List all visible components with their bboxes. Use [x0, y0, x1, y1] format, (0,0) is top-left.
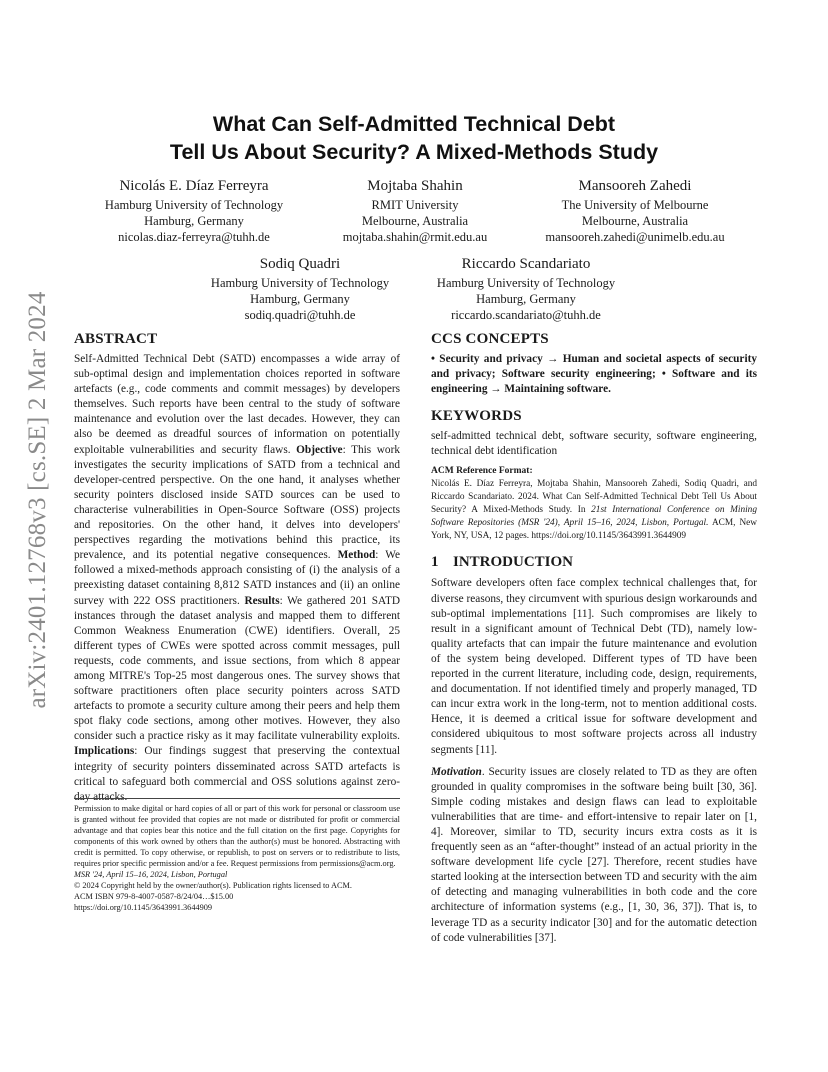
- author-affiliation: RMIT University: [371, 198, 459, 212]
- author-affiliation: Hamburg University of Technology: [210, 276, 390, 290]
- doi-link[interactable]: https://doi.org/10.1145/3643991.3644909: [74, 903, 213, 912]
- arxiv-identifier-stamp: arXiv:2401.12768v3 [cs.SE] 2 Mar 2024: [24, 291, 51, 709]
- author-name: Mansooreh Zahedi: [578, 178, 692, 194]
- author-block: [300, 176, 530, 245]
- title-line-2: Tell Us About Security? A Mixed-Methods Study: [169, 140, 659, 164]
- objective-label: Objective: [296, 443, 343, 456]
- keywords-text: self-admitted technical debt, software security, software engineering, technical debt identification: [431, 430, 757, 458]
- method-text: : We followed a mixed-methods approach consisting of (i) the analysis of a preexisting dataset containing 8,812 SATD instances and (ii) an online survey with 222 OSS practitioners.: [74, 549, 400, 607]
- author-affiliation: The University of Melbourne: [561, 198, 709, 212]
- author-location: Melbourne, Australia: [581, 214, 689, 228]
- section-number: 1: [431, 554, 439, 571]
- author-email[interactable]: nicolas.diaz-ferreyra@tuhh.de: [118, 230, 270, 244]
- reference-authors-title: Nicolás E. Díaz Ferreyra, Mojtaba Shahin, Mansooreh Zahedi, Sodiq Quadri, and Riccardo Scandariato. 2024. What Can Self-Admitted Technical Debt Tell Us About Security? A Mixed-Methods Study. In: [431, 479, 757, 516]
- keywords-heading: KEYWORDS: [431, 408, 522, 425]
- isbn-line: ACM ISBN 979-8-4007-0587-8/24/04…$15.00: [74, 892, 234, 901]
- results-label: Results: [244, 594, 280, 607]
- title-line-1: What Can Self-Admitted Technical Debt: [212, 112, 616, 136]
- ccs-concepts-text: • Security and privacy → Human and societal aspects of security and privacy; Software security engineering; • Software and its engineering → Maintaining software.: [431, 353, 757, 396]
- copyright-line: © 2024 Copyright held by the owner/author(s). Publication rights licensed to ACM.: [74, 881, 352, 890]
- motivation-label: Motivation: [431, 765, 482, 778]
- acm-reference-heading: ACM Reference Format:: [431, 466, 533, 477]
- motivation-text: . Security issues are closely related to TD as they are often grounded in quality compromises in the software being built [30, 36]. Simple coding mistakes and design flaws can lead to exploitable vulnerabilities that are time- and effort-intensive to repair later on [1, 4]. Moreover, similar to TD, security incurs extra costs as it is frequently seen as an “after-thought” instead of an actual priority in the software development life cycle [27]. Therefore, recent studies have started looking at the intersection between TD and security with the aim of detecting and managing vulnerabilities in both code and the core architecture of information systems (e.g., [1, 30, 36, 37]). That is, to leverage TD as a security indicator [30] and for the automatic detection of code vulnerabilities [37].: [431, 765, 757, 944]
- permission-footnote: [74, 798, 400, 913]
- author-block: [190, 254, 410, 323]
- introduction-paragraph-2: [431, 765, 757, 946]
- author-name: Mojtaba Shahin: [367, 178, 463, 194]
- author-location: Hamburg, Germany: [250, 292, 350, 306]
- author-email[interactable]: mansooreh.zahedi@unimelb.edu.au: [545, 230, 725, 244]
- author-affiliation: Hamburg University of Technology: [104, 198, 284, 212]
- acm-reference-text: [431, 478, 757, 543]
- introduction-heading: [431, 553, 757, 571]
- permission-text: Permission to make digital or hard copies of all or part of this work for personal or classroom use is granted without fee provided that copies are not made or distributed for profit or commercial advantage and that copies bear this notice and the full citation on the first page. Copyrights for components of this work owned by others than the author(s) must be honored. Abstracting with credit is permitted. To copy otherwise, or republish, to post on servers or to redistribute to lists, requires prior specific permission and/or a fee. Request permissions from permissions@acm.org.: [74, 804, 400, 868]
- introduction-paragraph-1: Software developers often face complex technical challenges that, for diverse reasons, they circumvent with spurious design workarounds and sub-optimal implementations [11]. Such compromises are likely to result in a significant amount of Technical Debt (TD), namely low-quality artefacts that can impair the future maintenance and evolution of the system being developed. Different types of TD have been reported in the current literature, including code, design, requirements, and documentation. If not identified timely and properly managed, TD can incur extra work in the long-term, not to mention additional costs. Hence, it is deemed a critical issue for software development and considered ubiquitous to most software projects across all industry segments [11].: [431, 577, 757, 756]
- abstract-body: [74, 352, 400, 805]
- ccs-heading: CCS CONCEPTS: [431, 331, 549, 347]
- implications-text: : Our findings suggest that preserving the contextual integrity of security pointers disseminated across SATD artefacts is critical to safeguard both commercial and OSS solutions against zero-day attacks.: [74, 745, 400, 803]
- venue-line: MSR '24, April 15–16, 2024, Lisbon, Portugal: [74, 870, 228, 879]
- results-text: : We gathered 201 SATD instances through the dataset analysis and mapped them to different Common Weakness Enumeration (CWE) identifiers. Overall, 25 different types of CWEs were spotted across commit messages, pull requests, code comments, and issue sections, from which 8 appear among MITRE's Top-25 most dangerous ones. The survey shows that software practitioners often place security pointers across SATD artefacts to promote a security culture among their peers and help them spot flaky code sections, among other motives. However, they also consider such a practice risky as it may facilitate vulnerability exploits.: [74, 594, 400, 743]
- author-affiliation: Hamburg University of Technology: [436, 276, 616, 290]
- reference-venue: 21st International Conference on Mining Software Repositories (MSR '24), April 15–16, 2024, Lisbon, Portugal.: [431, 505, 757, 529]
- author-name: Riccardo Scandariato: [461, 256, 591, 272]
- objective-text: : This work investigates the security implications of SATD from a technical and developer-centred perspective. On the one hand, it analyses whether security pointers disclosed inside SATD sources can be used to characterise vulnerabilities in Open-Source Software (OSS) projects and repositories. On the other hand, it delves into developers' perspectives regarding the motivations behind this practice, its prevalence, and its potential negative consequences.: [74, 443, 400, 562]
- method-label: Method: [337, 549, 376, 562]
- author-email[interactable]: sodiq.quadri@tuhh.de: [244, 308, 356, 322]
- author-email[interactable]: mojtaba.shahin@rmit.edu.au: [342, 230, 488, 244]
- author-block: [510, 176, 760, 245]
- author-location: Melbourne, Australia: [361, 214, 469, 228]
- abstract-heading: ABSTRACT: [74, 331, 158, 347]
- implications-label: Implications: [74, 745, 135, 758]
- left-column: [74, 330, 400, 805]
- abstract-intro-text: Self-Admitted Technical Debt (SATD) encompasses a wide array of sub-optimal design and implementation choices reported in software artefacts (e.g., code comments and commit messages) by developers themselves. Such reports have been central to the study of software maintenance and evolution over the last decades. However, they can also be deemed as dreadful sources of information on potentially exploitable vulnerabilities and security flaws.: [74, 353, 400, 456]
- author-block: [416, 254, 636, 323]
- section-title: INTRODUCTION: [453, 554, 574, 571]
- right-column: [431, 330, 757, 946]
- author-location: Hamburg, Germany: [476, 292, 576, 306]
- author-email[interactable]: riccardo.scandariato@tuhh.de: [451, 308, 601, 322]
- paper-title: [0, 110, 828, 166]
- author-name: Sodiq Quadri: [259, 256, 341, 272]
- reference-publisher-doi: ACM, New York, NY, USA, 12 pages. https://doi.org/10.1145/3643991.3644909: [431, 518, 758, 542]
- author-location: Hamburg, Germany: [144, 214, 244, 228]
- author-block: [74, 176, 314, 245]
- author-name: Nicolás E. Díaz Ferreyra: [119, 178, 269, 194]
